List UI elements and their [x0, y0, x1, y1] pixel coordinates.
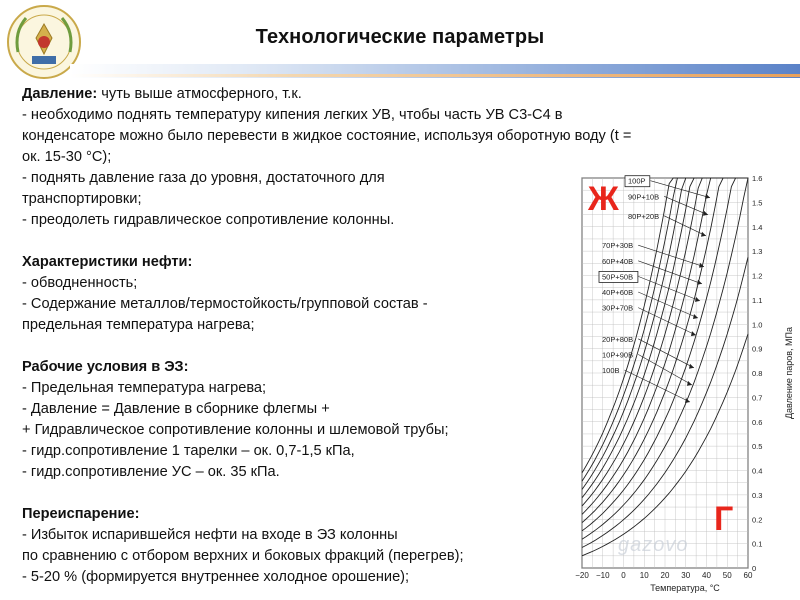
oil-heading: Характеристики нефти: [22, 254, 193, 270]
text-line: - гидр.сопротивление 1 тарелки – ок. 0,7-1,5 кПа, [22, 443, 355, 459]
text-line: - поднять давление газа до уровня, достаточного для [22, 170, 385, 186]
text-line: ок. 15-30 °С); [22, 149, 112, 165]
y-tick-label: 1.3 [752, 247, 763, 257]
series-label: 70P+30B [602, 241, 634, 251]
y-tick-label: 0.6 [752, 417, 763, 427]
y-tick-label: 1.4 [752, 222, 763, 232]
x-axis-label: Температура, °С [650, 583, 720, 593]
y-tick-label: 0.1 [752, 539, 763, 549]
x-tick-label: 0 [621, 571, 626, 580]
y-tick-label: 0.5 [752, 442, 763, 452]
slide-title: Технологические параметры [255, 26, 545, 48]
text-line: предельная температура нагрева; [22, 317, 255, 333]
text-line: - Содержание металлов/термостойкость/групповой состав - [22, 296, 428, 312]
header-accent-line [70, 74, 800, 77]
watermark: gazovo [618, 534, 689, 556]
y-tick-label: 1.1 [752, 295, 763, 305]
series-label: 20P+80B [602, 334, 634, 344]
series-label: 30P+70B [602, 303, 634, 313]
series-label: 10P+90B [602, 350, 634, 360]
x-tick-label: 10 [639, 571, 649, 580]
x-tick-label: −20 [575, 571, 589, 580]
x-tick-label: −10 [595, 571, 610, 580]
x-tick-label: 40 [702, 571, 711, 580]
series-label: 50P+50B [602, 272, 634, 282]
text-line: - Давление = Давление в сборнике флегмы + [22, 401, 330, 417]
x-tick-label: 50 [722, 571, 732, 580]
text-line: + Гидравлическое сопротивление колонны и шлемовой трубы; [22, 422, 449, 438]
x-tick-label: 60 [743, 571, 753, 580]
y-tick-label: 0.7 [752, 393, 763, 403]
gas-region-label: Г [714, 500, 734, 538]
text-line: - гидр.сопротивление УС – ок. 35 кПа. [22, 464, 280, 480]
conditions-heading: Рабочие условия в ЭЗ: [22, 359, 189, 375]
pressure-line [22, 84, 582, 105]
series-label: 40P+60B [602, 288, 634, 297]
pressure-intro: чуть выше атмосферного, т.к. [97, 86, 302, 102]
y-tick-label: 0 [752, 564, 757, 573]
overflash-heading: Переиспарение: [22, 506, 140, 522]
text-line: - обводненность; [22, 275, 138, 291]
y-axis-label: Давление паров, МПа [784, 326, 794, 420]
x-tick-label: 30 [681, 571, 691, 580]
text-line: конденсаторе можно было перевести в жидкое состояние, используя оборотную воду (t = [22, 128, 632, 144]
series-label: 60P+40B [602, 256, 634, 266]
y-tick-label: 1.5 [752, 198, 763, 208]
liquid-region-label: Ж [588, 180, 619, 218]
series-label: 100B [602, 366, 620, 375]
text-line: - Избыток испарившейся нефти на входе в ЭЗ колонны [22, 527, 398, 543]
series-label: 80P+20B [628, 211, 660, 221]
series-label: 100P [628, 176, 646, 186]
y-tick-label: 0.2 [752, 515, 763, 525]
y-tick-label: 0.9 [752, 344, 763, 354]
series-label: 90P+10B [628, 192, 660, 202]
text-line: - 5-20 % (формируется внутреннее холодное орошение); [22, 569, 410, 585]
text-line: - преодолеть гидравлическое сопротивление колонны. [22, 212, 395, 228]
y-tick-label: 0.4 [752, 466, 763, 476]
text-line: по сравнению с отбором верхних и боковых фракций (перегрев); [22, 548, 464, 564]
y-tick-label: 1.2 [752, 271, 763, 281]
x-tick-label: 20 [660, 571, 670, 580]
y-tick-label: 1.6 [752, 174, 763, 183]
text-line: - Предельная температура нагрева; [22, 380, 267, 396]
text-line: - необходимо поднять температуру кипения легких УВ, чтобы часть УВ С3-С4 в [22, 107, 563, 123]
text-line: транспортировки; [22, 191, 142, 207]
y-tick-label: 0.3 [752, 490, 763, 500]
pressure-heading: Давление: [22, 86, 98, 102]
y-tick-label: 0.8 [752, 369, 763, 378]
y-tick-label: 1.0 [752, 320, 763, 330]
